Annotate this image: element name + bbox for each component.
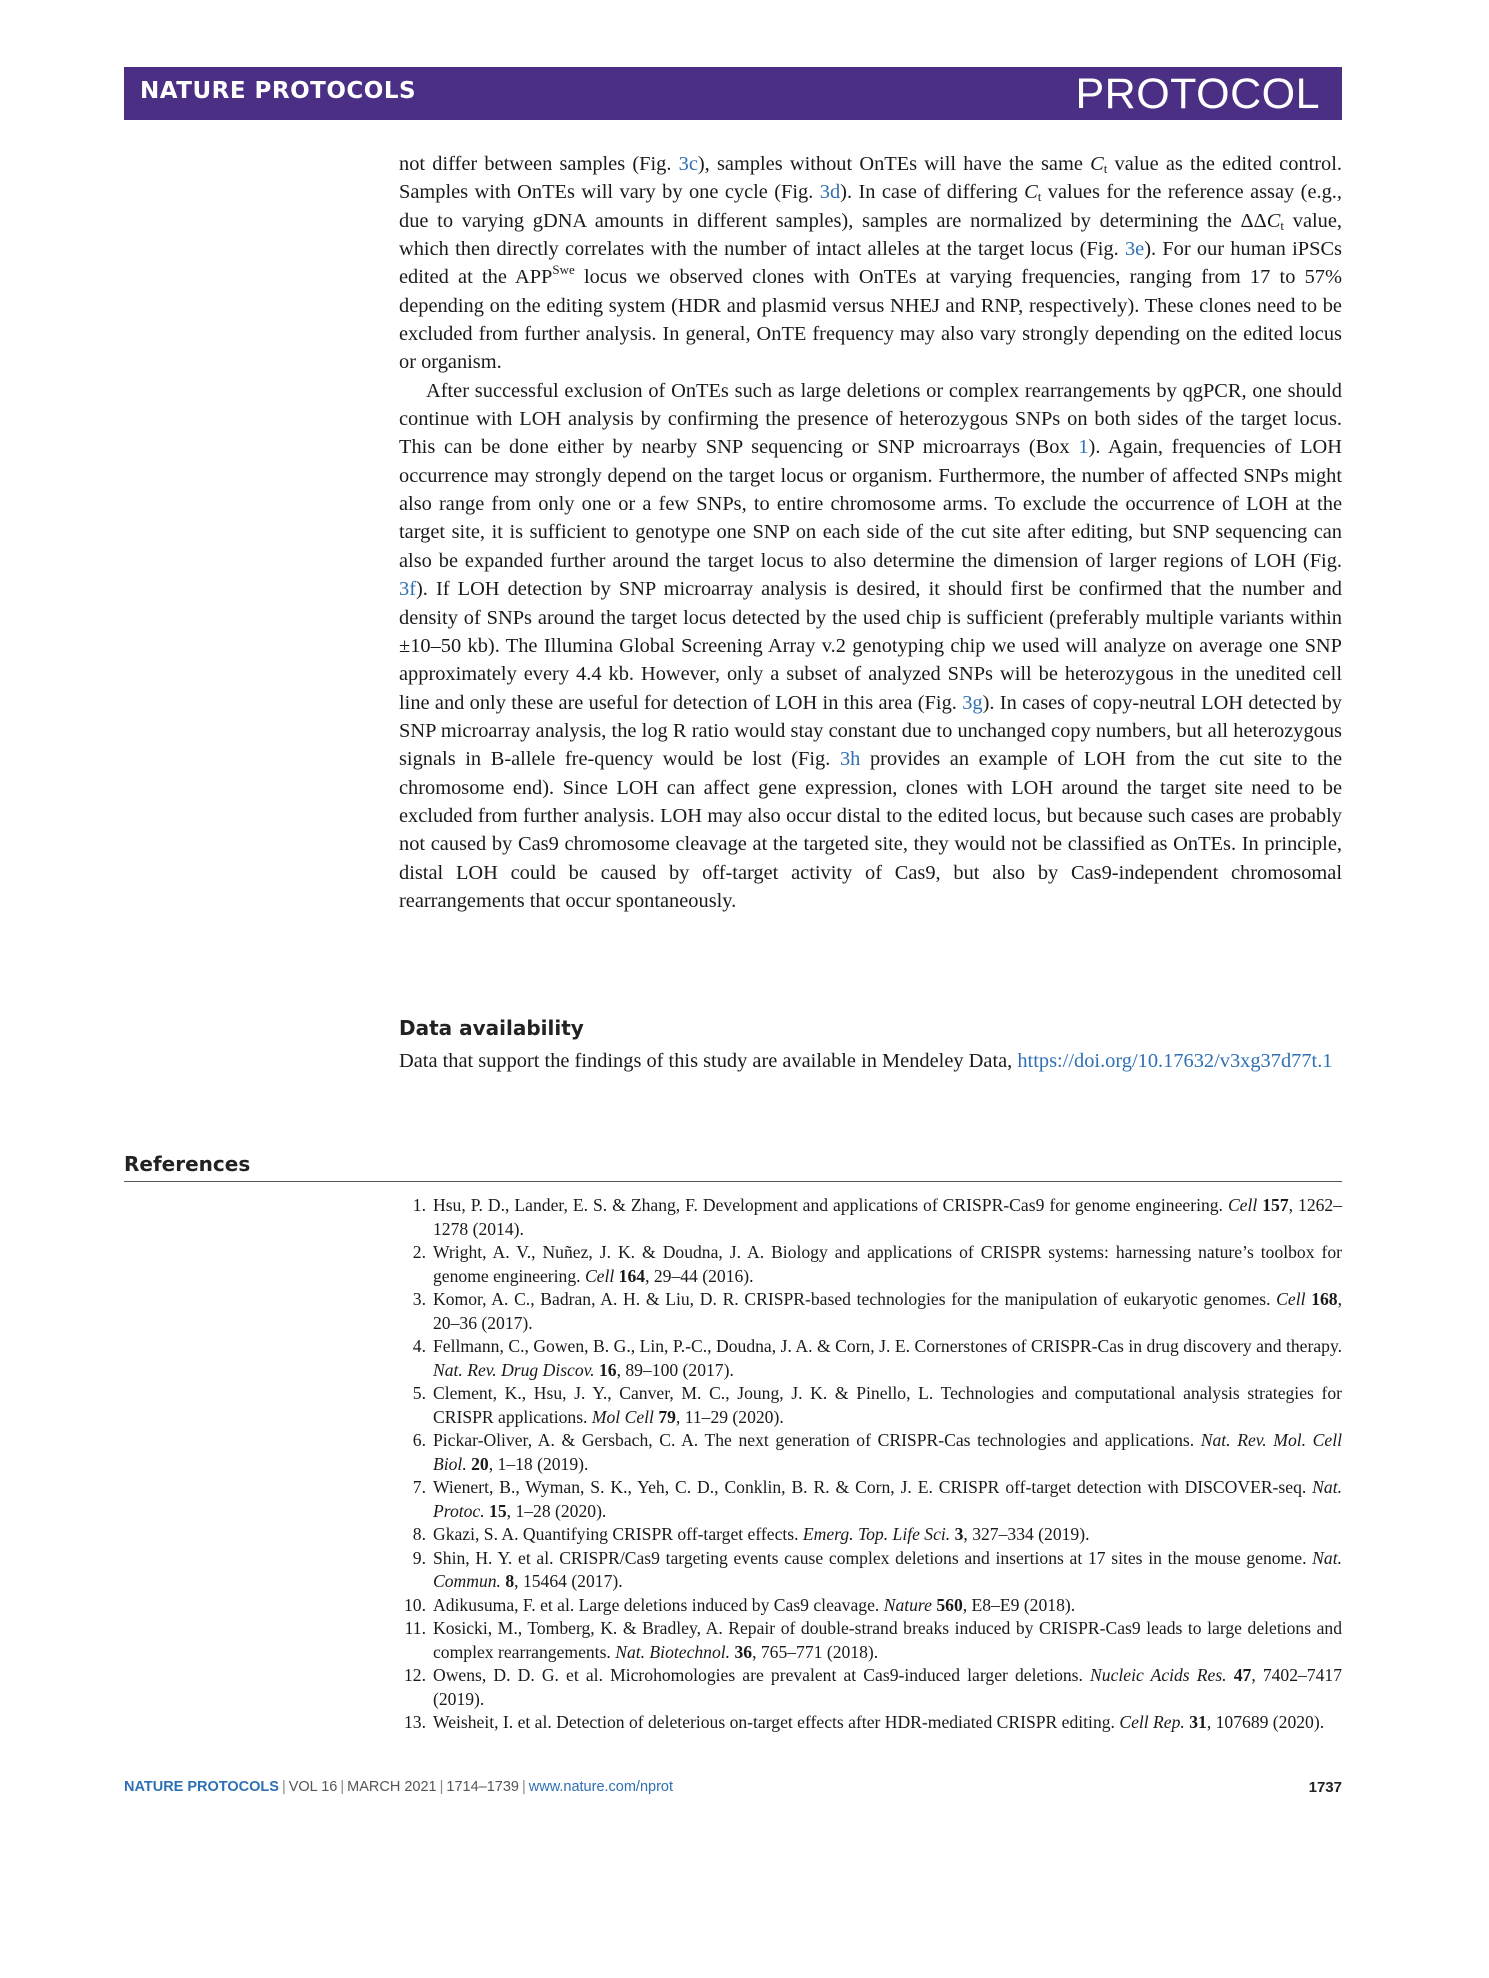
reference-number: 8. <box>412 1524 426 1544</box>
reference-number: 13. <box>404 1712 426 1732</box>
fig-3d-link[interactable]: 3d <box>819 181 841 204</box>
reference-journal: Cell <box>1276 1289 1306 1309</box>
reference-number: 9. <box>412 1547 426 1568</box>
reference-journal: Mol Cell <box>591 1406 654 1427</box>
reference-number: 2. <box>412 1242 426 1262</box>
reference-pages: , E8–E9 (2018). <box>962 1594 1076 1615</box>
references-heading: References <box>124 1152 251 1176</box>
fig-3h-link[interactable]: 3h <box>839 748 861 771</box>
reference-number: 12. <box>404 1665 426 1685</box>
reference-volume: 15 <box>489 1500 507 1521</box>
reference-pages: , 11–29 (2020). <box>675 1406 784 1427</box>
reference-journal: Nat. Protoc. <box>433 1477 1342 1521</box>
reference-number: 10. <box>404 1594 426 1615</box>
fig-3g-link[interactable]: 3g <box>962 691 983 714</box>
reference-volume: 168 <box>1311 1289 1338 1309</box>
reference-journal: Nat. Rev. Mol. Cell Biol. <box>433 1430 1343 1474</box>
reference-volume: 79 <box>658 1406 676 1427</box>
reference-item <box>400 1664 1342 1711</box>
reference-journal: Nat. Commun. <box>433 1547 1342 1591</box>
reference-text: Wienert, B., Wyman, S. K., Yeh, C. D., Conklin, B. R. & Corn, J. E. CRISPR off-target detection with DISCOVER-seq. <box>433 1477 1313 1497</box>
reference-text: Gkazi, S. A. Quantifying CRISPR off-target effects. <box>433 1524 803 1544</box>
reference-pages: , 15464 (2017). <box>514 1571 623 1591</box>
reference-journal: Nat. Rev. Drug Discov. <box>433 1359 595 1380</box>
reference-journal: Cell <box>1227 1195 1258 1215</box>
reference-text: Fellmann, C., Gowen, B. G., Lin, P.-C., Doudna, J. A. & Corn, J. E. Cornerstones of CRISPR-Cas in drug discovery and therapy. <box>433 1336 1342 1356</box>
reference-text: Weisheit, I. et al. Detection of deleterious on-target effects after HDR-mediated CRISPR editing. <box>433 1712 1120 1732</box>
reference-number: 4. <box>412 1336 426 1356</box>
reference-journal: Cell <box>584 1265 615 1286</box>
fig-3f-link[interactable]: 3f <box>399 578 416 601</box>
reference-text: Kosicki, M., Tomberg, K. & Bradley, A. Repair of double-strand breaks induced by CRISPR-Cas9 leads to large deletions and complex rearrangements. <box>433 1618 1342 1662</box>
body-text <box>399 150 1342 915</box>
footer-pages: 1714–1739 <box>446 1779 519 1795</box>
reference-volume: 47 <box>1233 1665 1252 1685</box>
footer-url-link[interactable]: www.nature.com/nprot <box>528 1779 674 1795</box>
reference-volume: 164 <box>618 1265 646 1286</box>
footer-volume: VOL 16 <box>288 1779 338 1795</box>
reference-number: 3. <box>412 1289 426 1309</box>
footer-journal: NATURE PROTOCOLS <box>124 1779 279 1795</box>
reference-text: Adikusuma, F. et al. Large deletions induced by Cas9 cleavage. <box>433 1594 884 1615</box>
reference-pages: , 89–100 (2017). <box>616 1359 734 1380</box>
reference-item <box>400 1547 1342 1594</box>
reference-volume: 8 <box>505 1571 515 1591</box>
reference-item <box>400 1194 1342 1241</box>
footer-citation: NATURE PROTOCOLS | VOL 16 | MARCH 2021 | 1714–1739 | www.nature.com/nprot <box>124 1779 674 1795</box>
box-1-link[interactable]: 1 <box>1078 436 1089 459</box>
footer <box>124 1779 1342 1803</box>
page-number: 1737 <box>1308 1779 1342 1796</box>
reference-text: Komor, A. C., Badran, A. H. & Liu, D. R. CRISPR-based technologies for the manipulation of eukaryotic genomes. <box>433 1289 1277 1309</box>
reference-journal: Nat. Biotechnol. <box>615 1641 731 1662</box>
footer-date: MARCH 2021 <box>347 1779 437 1795</box>
reference-item <box>400 1335 1342 1382</box>
reference-number: 11. <box>404 1618 426 1638</box>
header-bar <box>124 67 1342 120</box>
reference-pages: , 765–771 (2018). <box>752 1641 879 1662</box>
reference-number: 6. <box>412 1430 426 1450</box>
references-divider <box>124 1181 1342 1182</box>
reference-pages: , 7402–7417 (2019). <box>433 1665 1343 1709</box>
fig-3c-link[interactable]: 3c <box>678 153 698 175</box>
paragraph-1: not differ between samples (Fig. 3c), samples without OnTEs will have the same $C_t$ value as the edited control. Samples with OnTEs will vary by one cycle (Fig. 3d). In case of differing $C_t$ values for the reference assay (e.g., due to varying gDNA amounts in different samples), samples are normalized by determining the $\Delta\Delta C_t$ value, which then directly correlates with the number of intact alleles at the target locus (Fig. 3e). For our human iPSCs edited at the $APP^{Swe}$ locus we observed clones with OnTEs at varying frequencies, ranging from 17 to 57% depending on the editing system (HDR and plasmid versus NHEJ and RNP, respectively). These clones need to be excluded from further analysis. In general, OnTE frequency may also vary strongly depending on the edited locus or organism. <box>399 153 1343 374</box>
reference-volume: 3 <box>954 1524 964 1544</box>
reference-number: 7. <box>412 1477 426 1497</box>
reference-item <box>400 1241 1342 1288</box>
journal-name: NATURE PROTOCOLS <box>140 78 417 104</box>
mendeley-doi-link[interactable]: https://doi.org/10.17632/v3xg37d77t.1 <box>1017 1050 1333 1072</box>
reference-item <box>400 1594 1342 1618</box>
reference-journal: Nucleic Acids Res. <box>1090 1665 1227 1685</box>
reference-volume: 20 <box>471 1453 489 1474</box>
reference-pages: , 20–36 (2017). <box>433 1289 1342 1333</box>
reference-number: 1. <box>412 1195 426 1215</box>
reference-item <box>400 1288 1342 1335</box>
paragraph-2: After successful exclusion of OnTEs such as large deletions or complex rearrangements by qgPCR, one should continue with LOH analysis by confirming the presence of heterozygous SNPs on both sides of the target locus. This can be done either by nearby SNP sequencing or SNP microarrays (Box 1). Again, frequencies of LOH occurrence may strongly depend on the target locus or organism. Furthermore, the number of affected SNPs might also range from only one or a few SNPs, to entire chromosome arms. To exclude the occurrence of LOH at the target site, it is sufficient to genotype one SNP on each side of the cut site after editing, but SNP sequencing can also be expanded further around the target locus to also determine the dimension of larger regions of LOH (Fig. 3f). If LOH detection by SNP microarray analysis is desired, it should first be confirmed that the number and density of SNPs around the target locus detected by the used chip is sufficient (preferably multiple variants within ±10–50 kb). The Illumina Global Screening Array v.2 genotyping chip we used will analyze on average one SNP approximately every 4.4 kb. However, only a subset of analyzed SNPs will be heterozygous in the unedited cell line and only these are useful for detection of LOH in this area (Fig. 3g). In cases of copy-neutral LOH detected by SNP microarray analysis, the log R ratio would stay constant due to unchanged copy numbers, but all heterozygous signals in B-allele fre-quency would be lost (Fig. 3h provides an example of LOH from the cut site to the chromosome end). Since LOH can affect gene expression, clones with LOH around the target site need to be excluded from further analysis. LOH may also occur distal to the edited locus, but because such cases are probably not caused by Cas9 chromosome cleavage at the targeted site, they would not be classified as OnTEs. In principle, distal LOH could be caused by off-target activity of Cas9, but also by Cas9-independent chromosomal rearrangements that occur spontaneously. <box>399 379 1342 912</box>
reference-item <box>400 1429 1342 1476</box>
data-availability-heading: Data availability <box>399 1016 584 1040</box>
reference-volume: 157 <box>1262 1195 1289 1215</box>
fig-3e-link[interactable]: 3e <box>1124 238 1145 261</box>
reference-pages: , 1262–1278 (2014). <box>433 1195 1343 1239</box>
reference-pages: , 327–334 (2019). <box>963 1524 1090 1544</box>
reference-number: 5. <box>412 1383 426 1403</box>
reference-item <box>400 1382 1342 1429</box>
reference-pages: , 1–28 (2020). <box>506 1500 607 1521</box>
reference-item <box>400 1523 1342 1547</box>
reference-text: Shin, H. Y. et al. CRISPR/Cas9 targeting events cause complex deletions and insertions at 17 sites in the mouse genome. <box>433 1547 1313 1568</box>
reference-text: Owens, D. D. G. et al. Microhomologies are prevalent at Cas9-induced larger deletions. <box>433 1665 1091 1685</box>
reference-journal: Cell Rep. <box>1119 1712 1185 1732</box>
reference-pages: , 29–44 (2016). <box>645 1265 754 1286</box>
reference-text: Pickar-Oliver, A. & Gersbach, C. A. The next generation of CRISPR-Cas technologies and applications. <box>433 1430 1201 1450</box>
data-availability-text: Data that support the findings of this study are available in Mendeley Data, https://doi.org/10.17632/v3xg37d77t.1 <box>399 1050 1333 1072</box>
reference-volume: 31 <box>1189 1712 1207 1732</box>
reference-list <box>400 1194 1342 1735</box>
reference-item <box>400 1617 1342 1664</box>
reference-pages: , 107689 (2020). <box>1206 1712 1325 1732</box>
reference-item <box>400 1711 1342 1735</box>
reference-journal: Nature <box>883 1594 932 1615</box>
reference-volume: 560 <box>936 1594 963 1615</box>
reference-text: Wright, A. V., Nuñez, J. K. & Doudna, J. A. Biology and applications of CRISPR systems: harnessing nature’s toolbox for genome engineering. <box>433 1242 1342 1286</box>
reference-pages: , 1–18 (2019). <box>488 1453 589 1474</box>
reference-item <box>400 1476 1342 1523</box>
article-type: PROTOCOL <box>1075 70 1320 118</box>
reference-volume: 16 <box>598 1359 617 1380</box>
reference-volume: 36 <box>734 1641 753 1662</box>
reference-text: Clement, K., Hsu, J. Y., Canver, M. C., Joung, J. K. & Pinello, L. Technologies and computational analysis strategies for CRISPR applications. <box>433 1383 1342 1427</box>
reference-journal: Emerg. Top. Life Sci. <box>802 1524 951 1544</box>
reference-text: Hsu, P. D., Lander, E. S. & Zhang, F. Development and applications of CRISPR-Cas9 for genome engineering. <box>433 1195 1228 1215</box>
